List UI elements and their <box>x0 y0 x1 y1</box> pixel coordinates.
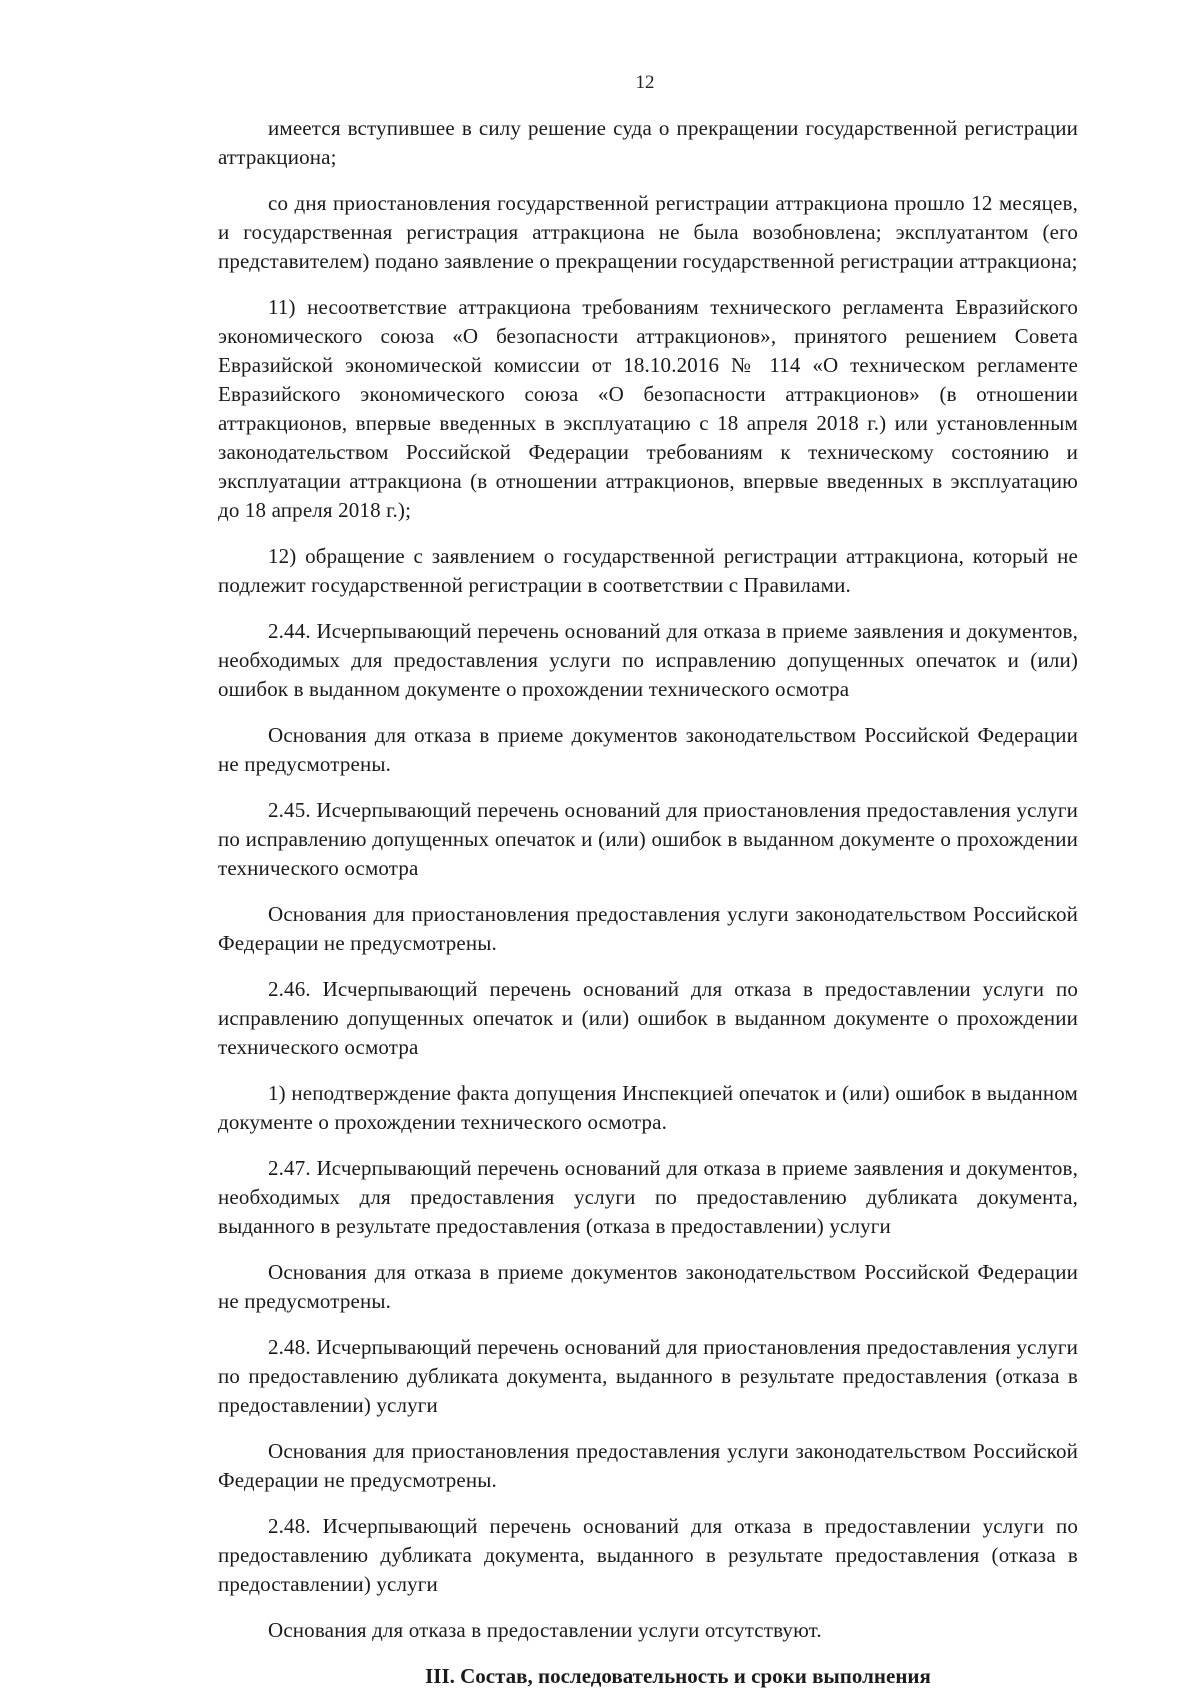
paragraph-item-11: 11) несоответствие аттракциона требованиям технического регламента Евразийского экономического союза «О безопасности аттракционов», принятого решением Совета Евразийской экономической комиссии от 18.10.2016 № 114 «О техническом регламенте Евразийского экономического союза «О безопасности аттракционов» (в отношении аттракционов, впервые введенных в эксплуатацию с 18 апреля 2018 г.) или установленным законодательством Российской Федерации требованиям к техническому состоянию и эксплуатации аттракциона (в отношении аттракционов, впервые введенных в эксплуатацию до 18 апреля 2018 г.); <box>218 295 1078 522</box>
paragraph-2-47-basis: Основания для отказа в приеме документов законодательством Российской Федерации не предусмотрены. <box>218 1260 1078 1313</box>
document-body <box>218 114 1078 1691</box>
paragraph-suspension-12-months: со дня приостановления государственной регистрации аттракциона прошло 12 месяцев, и государственная регистрация аттракциона не была возобновлена; эксплуатантом (его представителем) подано заявление о прекращении государственной регистрации аттракциона; <box>218 191 1078 273</box>
paragraph-2-48-suspension: 2.48. Исчерпывающий перечень оснований для приостановления предоставления услуги по предоставлению дубликата документа, выданного в результате предоставления (отказа в предоставлении) услуги <box>218 1335 1078 1417</box>
paragraph-2-45-basis: Основания для приостановления предоставления услуги законодательством Российской Федерации не предусмотрены. <box>218 902 1078 955</box>
paragraph-2-47: 2.47. Исчерпывающий перечень оснований для отказа в приеме заявления и документов, необходимых для предоставления услуги по предоставлению дубликата документа, выданного в результате предоставления (отказа в предоставлении) услуги <box>218 1156 1078 1238</box>
paragraph-2-44-basis: Основания для отказа в приеме документов законодательством Российской Федерации не предусмотрены. <box>218 723 1078 776</box>
paragraph-court-decision: имеется вступившее в силу решение суда о прекращении государственной регистрации аттракциона; <box>218 116 1078 169</box>
paragraph-2-46: 2.46. Исчерпывающий перечень оснований для отказа в предоставлении услуги по исправлению допущенных опечаток и (или) ошибок в выданном документе о прохождении технического осмотра <box>218 977 1078 1059</box>
paragraph-2-48-suspension-basis: Основания для приостановления предоставления услуги законодательством Российской Федерации не предусмотрены. <box>218 1439 1078 1492</box>
paragraph-2-48-refusal: 2.48. Исчерпывающий перечень оснований для отказа в предоставлении услуги по предоставлению дубликата документа, выданного в результате предоставления (отказа в предоставлении) услуги <box>218 1514 1078 1596</box>
section-heading: III. Состав, последовательность и сроки выполнения <box>425 1664 931 1688</box>
page-number: 12 <box>635 72 655 93</box>
paragraph-item-12: 12) обращение с заявлением о государственной регистрации аттракциона, который не подлежит государственной регистрации в соответствии с Правилами. <box>218 544 1078 597</box>
paragraph-2-46-item-1: 1) неподтверждение факта допущения Инспекцией опечаток и (или) ошибок в выданном документе о прохождении технического осмотра. <box>218 1081 1078 1134</box>
paragraph-2-48-refusal-basis: Основания для отказа в предоставлении услуги отсутствуют. <box>268 1618 822 1642</box>
paragraph-2-45: 2.45. Исчерпывающий перечень оснований для приостановления предоставления услуги по исправлению допущенных опечаток и (или) ошибок в выданном документе о прохождении технического осмотра <box>218 798 1078 880</box>
paragraph-2-44: 2.44. Исчерпывающий перечень оснований для отказа в приеме заявления и документов, необходимых для предоставления услуги по исправлению допущенных опечаток и (или) ошибок в выданном документе о прохождении технического осмотра <box>218 619 1078 701</box>
